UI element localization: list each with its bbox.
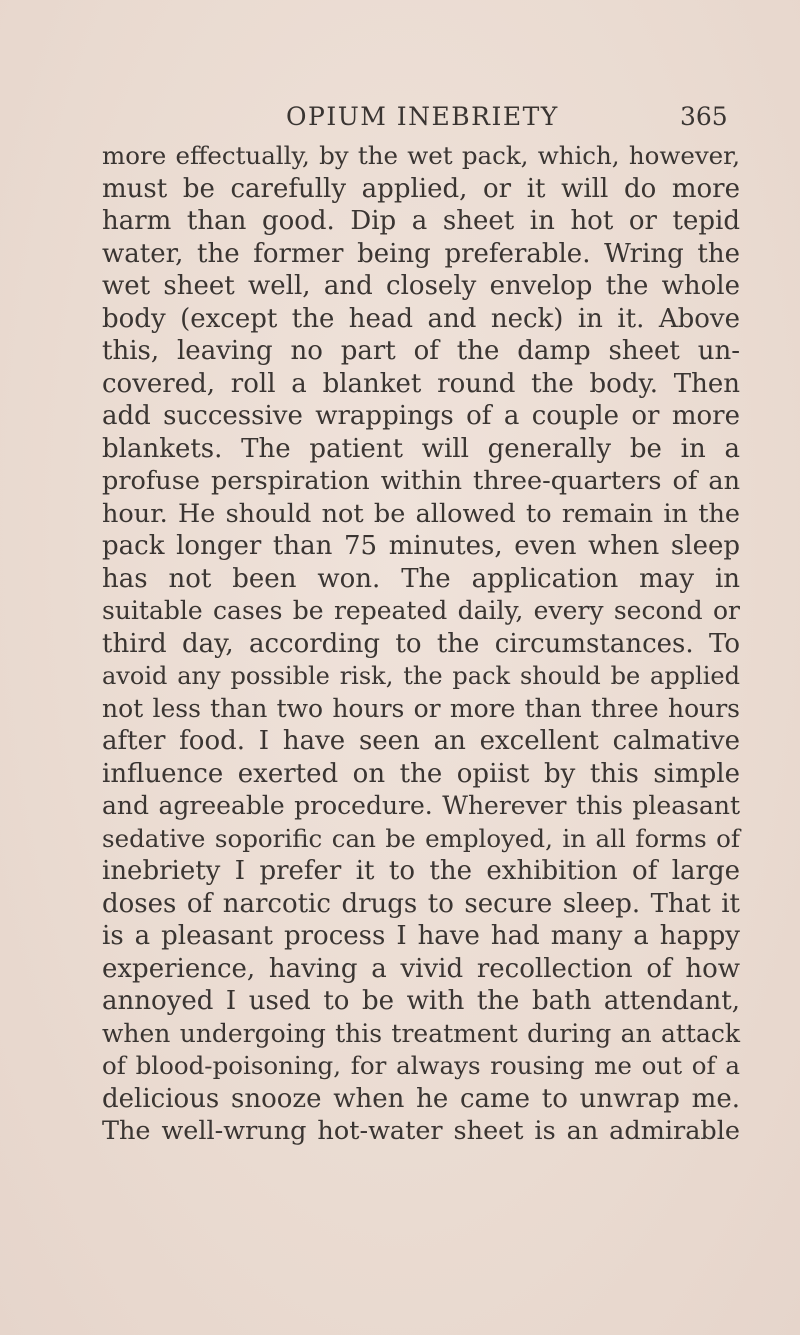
text-line: and agreeable procedure. Wherever this pleasant [102,791,740,820]
text-line: after food. I have seen an excellent calmative [102,726,740,756]
text-line: more effectually, by the wet pack, which, however, [102,141,740,170]
text-line: profuse perspiration within three-quarters of an [102,466,740,496]
text-line: inebriety I prefer it to the exhibition of large [102,856,740,886]
text-line: blankets. The patient will generally be in a [102,433,740,464]
text-line: annoyed I used to be with the bath attendant, [102,986,740,1016]
text-line: when undergoing this treatment during an attack [102,1018,740,1048]
text-line: harm than good. Dip a sheet in hot or tepid [102,206,740,236]
text-line: water, the former being preferable. Wring the [102,238,740,269]
running-head [0,100,800,140]
text-line: hour. He should not be allowed to remain in the [102,498,740,529]
text-line: influence exerted on the opiist by this simple [102,758,740,789]
text-line: doses of narcotic drugs to secure sleep. That it [102,888,740,919]
text-line: this, leaving no part of the damp sheet un- [102,336,740,366]
text-line: not less than two hours or more than three hours [102,693,740,723]
text-line: suitable cases be repeated daily, every second or [102,596,740,625]
text-line: experience, having a vivid recollection of how [102,953,740,984]
body-text [102,140,740,1148]
text-line: must be carefully applied, or it will do more [102,173,740,204]
text-line: has not been won. The application may in [102,563,740,594]
text-line: covered, roll a blanket round the body. Then [102,368,740,399]
text-line: sedative soporific can be employed, in all forms of [102,823,740,853]
text-line: The well-wrung hot-water sheet is an admirable [102,1116,740,1146]
text-line: is a pleasant process I have had many a happy [102,921,740,951]
text-line: body (except the head and neck) in it. Above [102,303,740,334]
text-line: of blood-poisoning, for always rousing me out of a [102,1051,740,1080]
text-line: pack longer than 75 minutes, even when sleep [102,531,740,561]
page-number: 365 [680,102,728,131]
running-title: OPIUM INEBRIETY [286,102,559,131]
text-line: add successive wrappings of a couple or more [102,401,740,431]
text-line: avoid any possible risk, the pack should be applied [102,662,740,690]
text-line: wet sheet well, and closely envelop the whole [102,271,740,301]
text-line: delicious snooze when he came to unwrap me. [102,1083,740,1114]
text-line: third day, according to the circumstances. To [102,628,740,659]
